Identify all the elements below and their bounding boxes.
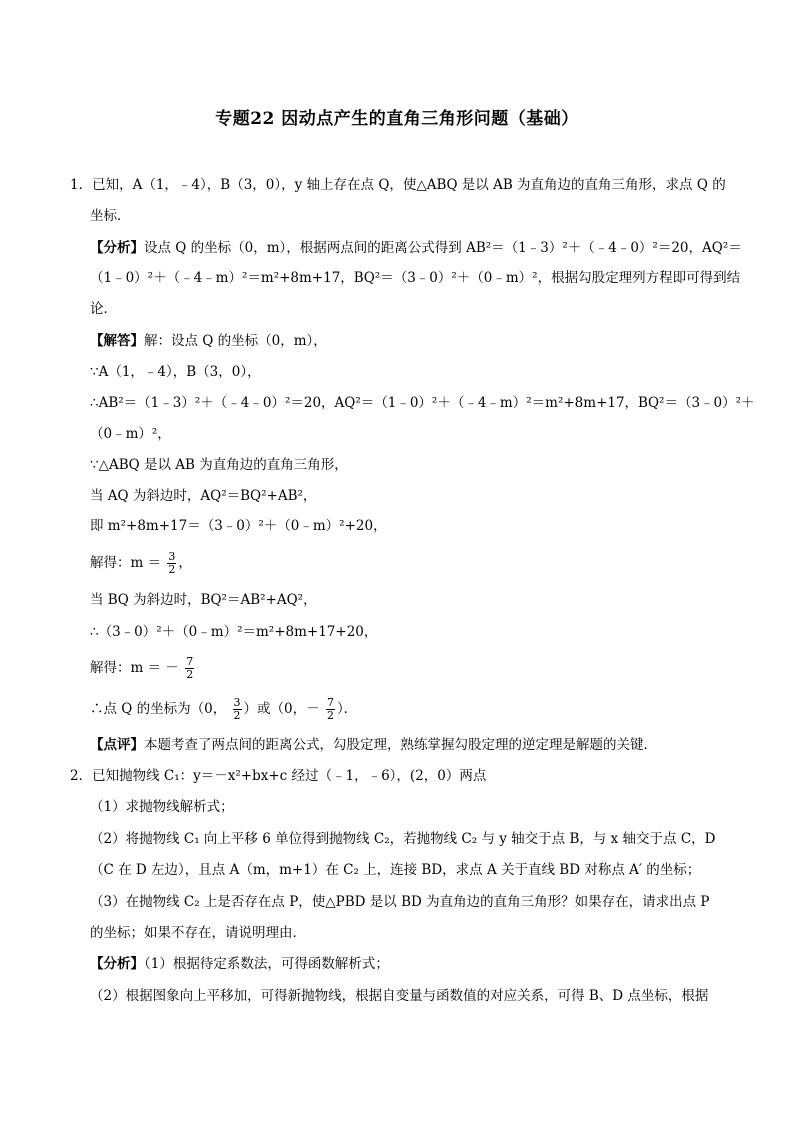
q1-analysis-tag: 【分析】 (90, 240, 144, 256)
q1-line-10-pre: 解得：m ＝ － (90, 660, 179, 676)
q1-analysis-2: （1﹣0）²＋（﹣4﹣m）²＝m²+8m+17，BQ²＝（3﹣0）²＋（0﹣m）²，根据勾股定理列方程即可得到结 (90, 270, 741, 286)
q2-part-1: （1）求抛物线解析式； (90, 799, 234, 815)
q1-line-7 (90, 551, 192, 576)
q1-answer-tag: 【解答】 (90, 333, 144, 349)
q1-line-7-pre: 解得：m ＝ (90, 555, 162, 571)
q1-stem-1: 已知，A（1，﹣4），B（3，0），y 轴上存在点 Q，使△ABQ 是以 AB 为直角边的直角三角形，求点 Q 的 (92, 177, 726, 193)
q1-comment-tag: 【点评】 (90, 737, 144, 753)
q2-part-3b: 的坐标；如果不存在，请说明理由． (90, 925, 306, 941)
q2-part-2b: （C 在 D 左边），且点 A（m，m+1）在 C₂ 上，连接 BD，求点 A 关于直线 BD 对称点 A′ 的坐标； (90, 862, 701, 878)
q1-line-3b: （0﹣m）²， (90, 426, 171, 442)
q1-analysis-line-1 (90, 240, 742, 256)
q1-line-9: ∴（3﹣0）²＋（0﹣m）²＝m²+8m+17+20， (90, 624, 378, 640)
q1-number: 1． (70, 177, 93, 193)
fraction-denominator: 2 (186, 668, 194, 681)
fraction-seven-halves (185, 656, 194, 681)
q2-part-3a: （3）在抛物线 C₂ 上是否存在点 P，使△PBD 是以 BD 为直角边的直角三角形？如果存在，请求出点 P (90, 894, 710, 910)
q1-comment: 本题考查了两点间的距离公式，勾股定理，熟练掌握勾股定理的逆定理是解题的关键． (144, 737, 657, 753)
fraction-denominator: 2 (168, 563, 176, 576)
q2-analysis-2: （2）根据图象向上平移加，可得新抛物线，根据自变量与函数值的对应关系，可得 B、D 点坐标，根据 (90, 988, 709, 1004)
fraction-numerator: 3 (233, 696, 241, 709)
q2-analysis-1: （1）根据待定系数法，可得函数解析式； (144, 956, 389, 972)
q1-line-8: 当 BQ 为斜边时，BQ²＝AB²+AQ²， (90, 592, 317, 608)
fraction-three-halves (233, 697, 242, 722)
q2-analysis-tag: 【分析】 (90, 956, 144, 972)
fraction-three-halves (167, 551, 176, 576)
fraction-denominator: 2 (233, 709, 241, 722)
fraction-numerator: 7 (326, 696, 334, 709)
q1-answer-1: 解：设点 Q 的坐标（0，m）， (144, 333, 327, 349)
q2-part-2a: （2）将抛物线 C₁ 向上平移 6 单位得到抛物线 C₂，若抛物线 C₂ 与 y 轴交于点 B，与 x 轴交于点 C，D (90, 831, 716, 847)
q1-answer-line-1 (90, 333, 327, 349)
q1-line-11-mid: ）或（0，－ (243, 701, 320, 717)
fraction-numerator: 3 (168, 550, 176, 563)
q1-line-3a: ∴AB²＝（1﹣3）²＋（﹣4﹣0）²＝20，AQ²＝（1﹣0）²＋（﹣4﹣m）²＝m²+8m+17，BQ²＝（3﹣0）²＋ (90, 395, 755, 411)
q1-line-6: 即 m²+8m+17＝（3﹣0）²＋（0﹣m）²+20， (90, 518, 387, 534)
q1-line-4: ∵△ABQ 是以 AB 为直角边的直角三角形， (90, 457, 348, 473)
q2-stem: 已知抛物线 C₁：y＝－x²+bx+c 经过（﹣1，﹣6），(2，0）两点 (92, 768, 487, 784)
q2-analysis-line-1 (90, 956, 389, 972)
q2-stem-line (70, 768, 486, 784)
q1-line-5: 当 AQ 为斜边时，AQ²＝BQ²+AB²， (90, 488, 317, 504)
q1-line-2: ∵A（1，﹣4），B（3，0）， (90, 364, 261, 380)
q1-analysis-1: 设点 Q 的坐标（0，m），根据两点间的距离公式得到 AB²＝（1﹣3）²＋（﹣4﹣0）²＝20，AQ²＝ (144, 240, 742, 256)
q2-number: 2． (70, 768, 93, 784)
q1-line-10 (90, 656, 196, 681)
page-title: 专题22 因动点产生的直角三角形问题（基础） (215, 109, 579, 129)
q1-analysis-3: 论． (90, 301, 117, 317)
q1-comment-line (90, 737, 657, 753)
fraction-numerator: 7 (186, 655, 194, 668)
fraction-denominator: 2 (326, 709, 334, 722)
fraction-seven-halves (326, 697, 335, 722)
q1-line-11-post: ）． (336, 701, 358, 717)
q1-stem-2: 坐标． (90, 208, 131, 224)
q1-line-11 (90, 697, 357, 722)
q1-stem-line-1 (70, 177, 726, 193)
q1-line-7-post: ， (178, 555, 192, 571)
q1-line-11-pre: ∴点 Q 的坐标为（0， (90, 701, 227, 717)
